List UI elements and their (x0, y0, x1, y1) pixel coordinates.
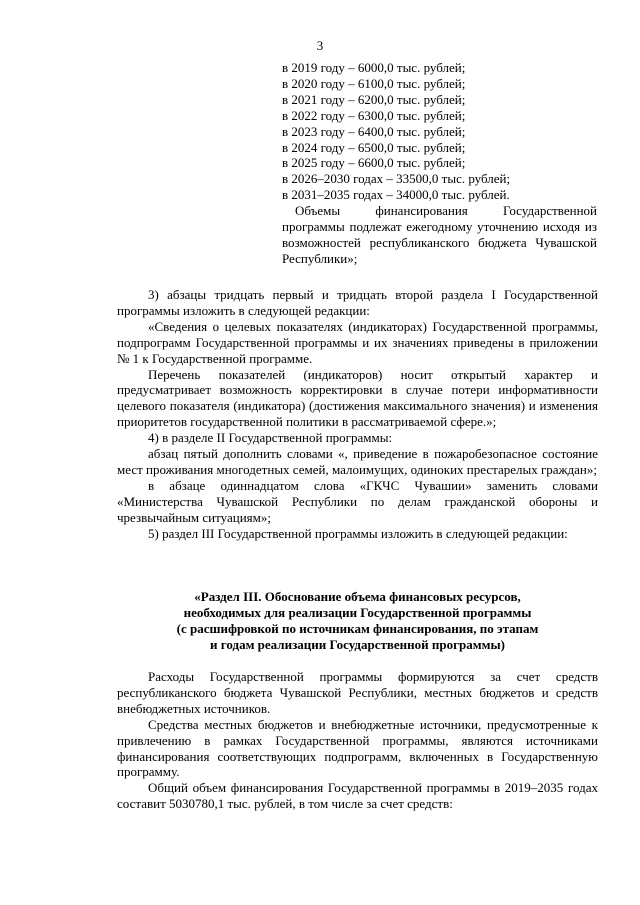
funding-line: в 2031–2035 годах – 34000,0 тыс. рублей. (282, 187, 510, 203)
funding-line: в 2026–2030 годах – 33500,0 тыс. рублей; (282, 171, 511, 187)
heading-line: «Раздел III. Обоснование объема финансовых ресурсов, (194, 589, 521, 604)
heading-line: необходимых для реализации Государственной программы (183, 605, 532, 620)
funding-line: в 2024 году – 6500,0 тыс. рублей; (282, 139, 466, 155)
amendment-paragraphs (117, 287, 598, 542)
funding-line: в 2022 году – 6300,0 тыс. рублей; (282, 107, 466, 123)
funding-line: в 2021 году – 6200,0 тыс. рублей; (282, 91, 466, 107)
paragraph: Средства местных бюджетов и внебюджетные источники, предусмотренные к привлечению в рамках Государственной программы, являются источниками финансирования соответствующих подпрограмм, включенных в Государственную программу. (117, 716, 598, 780)
funding-line: в 2020 году – 6100,0 тыс. рублей; (282, 75, 466, 91)
funding-note: Объемы финансирования Государственной программы подлежат ежегодному уточнению исходя из возможностей республиканского бюджета Чувашской Республики»; (282, 203, 597, 266)
paragraph: «Сведения о целевых показателях (индикаторах) Государственной программы, подпрограмм Государственной программы и их значениях приведены в приложении № 1 к Государственной программе. (117, 318, 598, 366)
heading-line: (с расшифровкой по источникам финансирования, по этапам (176, 621, 539, 636)
section-heading (117, 589, 598, 653)
paragraph: Расходы Государственной программы формируются за счет средств республиканского бюджета Чувашской Республики, местных бюджетов и средств внебюджетных источников. (117, 669, 598, 716)
paragraph: абзац пятый дополнить словами «, приведение в пожаробезопасное состояние мест проживания многодетных семей, малоимущих, одиноких престарелых граждан»; (117, 446, 598, 477)
funding-line: в 2025 году – 6600,0 тыс. рублей; (282, 155, 466, 171)
paragraph: 4) в разделе II Государственной программы: (148, 430, 393, 446)
funding-by-year-block (282, 60, 597, 267)
paragraph: Перечень показателей (индикаторов) носит открытый характер и предусматривает возможность корректировки в случае потери информативности целевого показателя (индикатора) (достижения максимального значения) и изменения приоритетов государственной политики в рассматриваемой сфере.»; (117, 366, 598, 430)
paragraph: 5) раздел III Государственной программы изложить в следующей редакции: (148, 525, 568, 541)
section-paragraphs (117, 669, 598, 812)
paragraph: Общий объем финансирования Государственной программы в 2019–2035 годах составит 5030780,1 тыс. рублей, в том числе за счет средств: (117, 780, 598, 812)
page-number: 3 (316, 38, 324, 53)
funding-line: в 2023 году – 6400,0 тыс. рублей; (282, 123, 466, 139)
funding-line: в 2019 году – 6000,0 тыс. рублей; (282, 60, 466, 75)
heading-line: и годам реализации Государственной программы) (210, 637, 505, 652)
paragraph: 3) абзацы тридцать первый и тридцать второй раздела I Государственной программы изложить в следующей редакции: (117, 287, 598, 318)
paragraph: в абзаце одиннадцатом слова «ГКЧС Чувашии» заменить словами «Министерства Чувашской Республики по делам гражданской обороны и чрезвычайным ситуациям»; (117, 477, 598, 525)
